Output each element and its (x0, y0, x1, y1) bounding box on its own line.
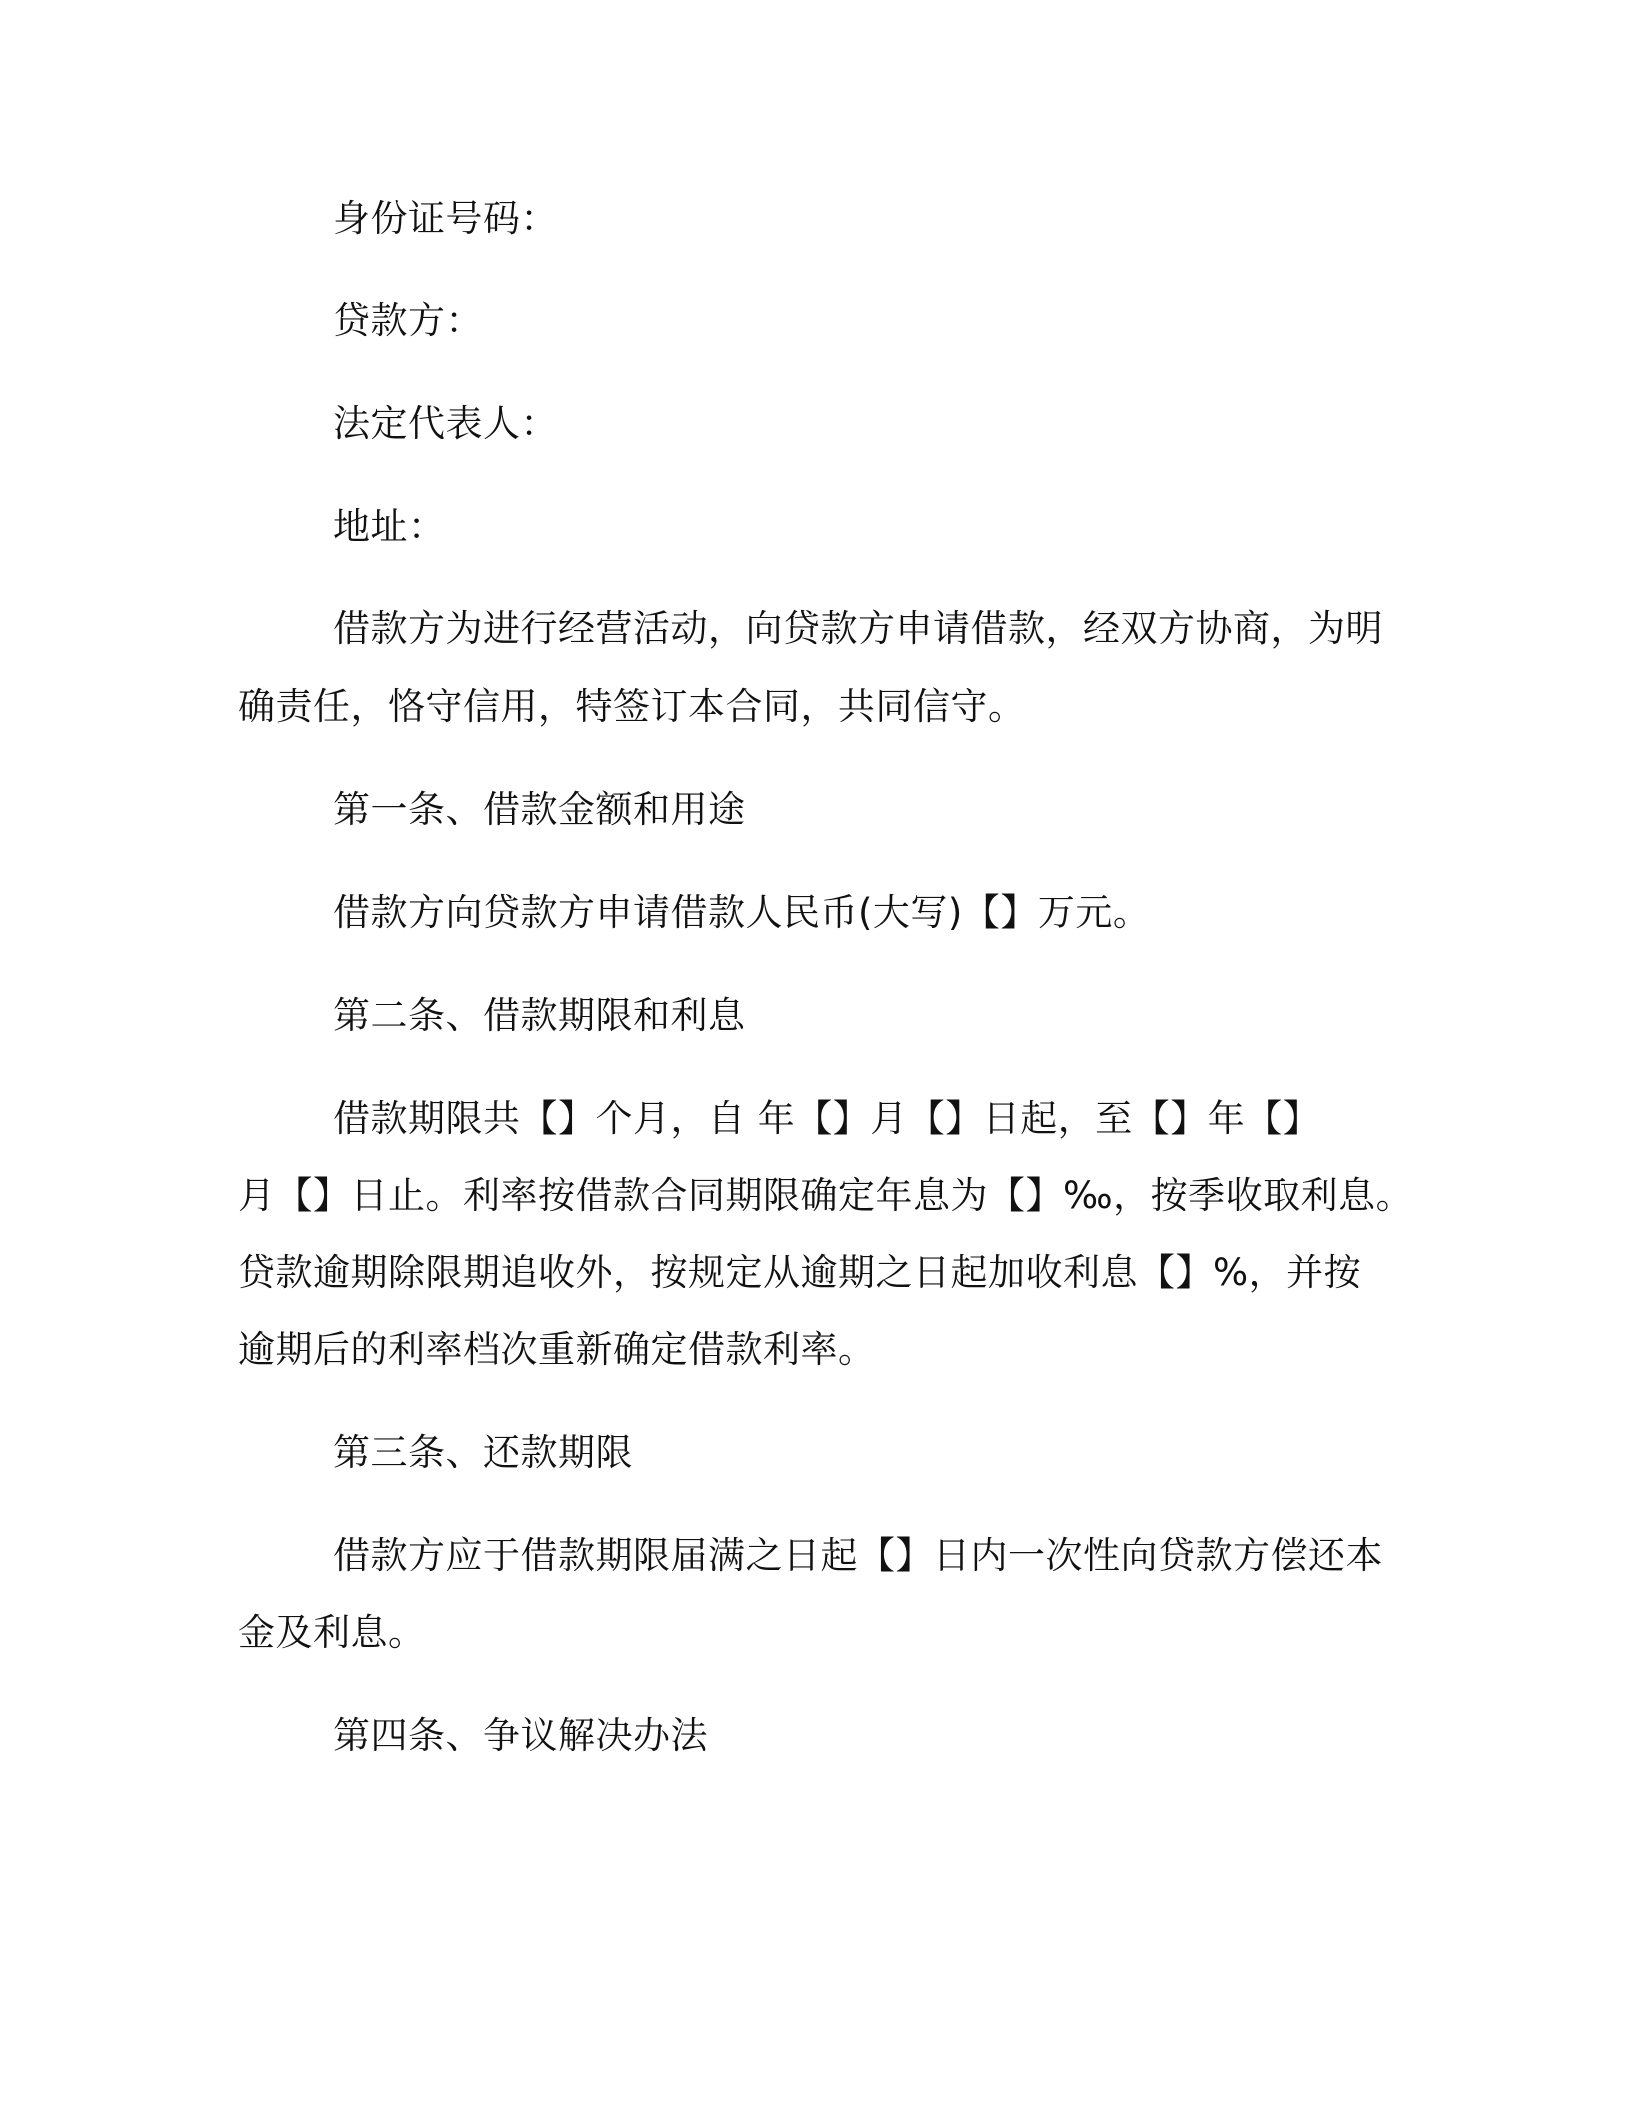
preamble-line: 借款方为进行经营活动，向贷款方申请借款，经双方协商，为明 (333, 607, 1383, 650)
article-4-title: 第四条、争议解决办法 (333, 1714, 708, 1757)
lender-field-label: 贷款方： (333, 299, 483, 342)
article-3-body-line: 金及利息。 (238, 1611, 426, 1654)
article-2-body-line: 月【】日止。利率按借款合同期限确定年息为【】‰，按季收取利息。 (238, 1174, 1414, 1217)
article-2-title: 第二条、借款期限和利息 (333, 994, 746, 1037)
legal-representative-field-label: 法定代表人： (333, 402, 558, 445)
article-1-body-line: 借款方向贷款方申请借款人民币(大写)【】万元。 (333, 891, 1151, 934)
address-field-label: 地址： (333, 505, 446, 548)
preamble-line: 确责任，恪守信用，特签订本合同，共同信守。 (238, 685, 1026, 728)
article-2-body-line: 借款期限共【】个月，自 年【】月【】日起，至【】年【】 (333, 1097, 1321, 1140)
article-3-title: 第三条、还款期限 (333, 1431, 633, 1474)
article-3-body-line: 借款方应于借款期限届满之日起【】日内一次性向贷款方偿还本 (333, 1534, 1383, 1577)
article-1-title: 第一条、借款金额和用途 (333, 788, 746, 831)
id-number-field-label: 身份证号码： (333, 197, 558, 240)
article-2-body-line: 逾期后的利率档次重新确定借款利率。 (238, 1328, 876, 1371)
article-2-body-line: 贷款逾期除限期追收外，按规定从逾期之日起加收利息【】%，并按 (238, 1251, 1362, 1294)
